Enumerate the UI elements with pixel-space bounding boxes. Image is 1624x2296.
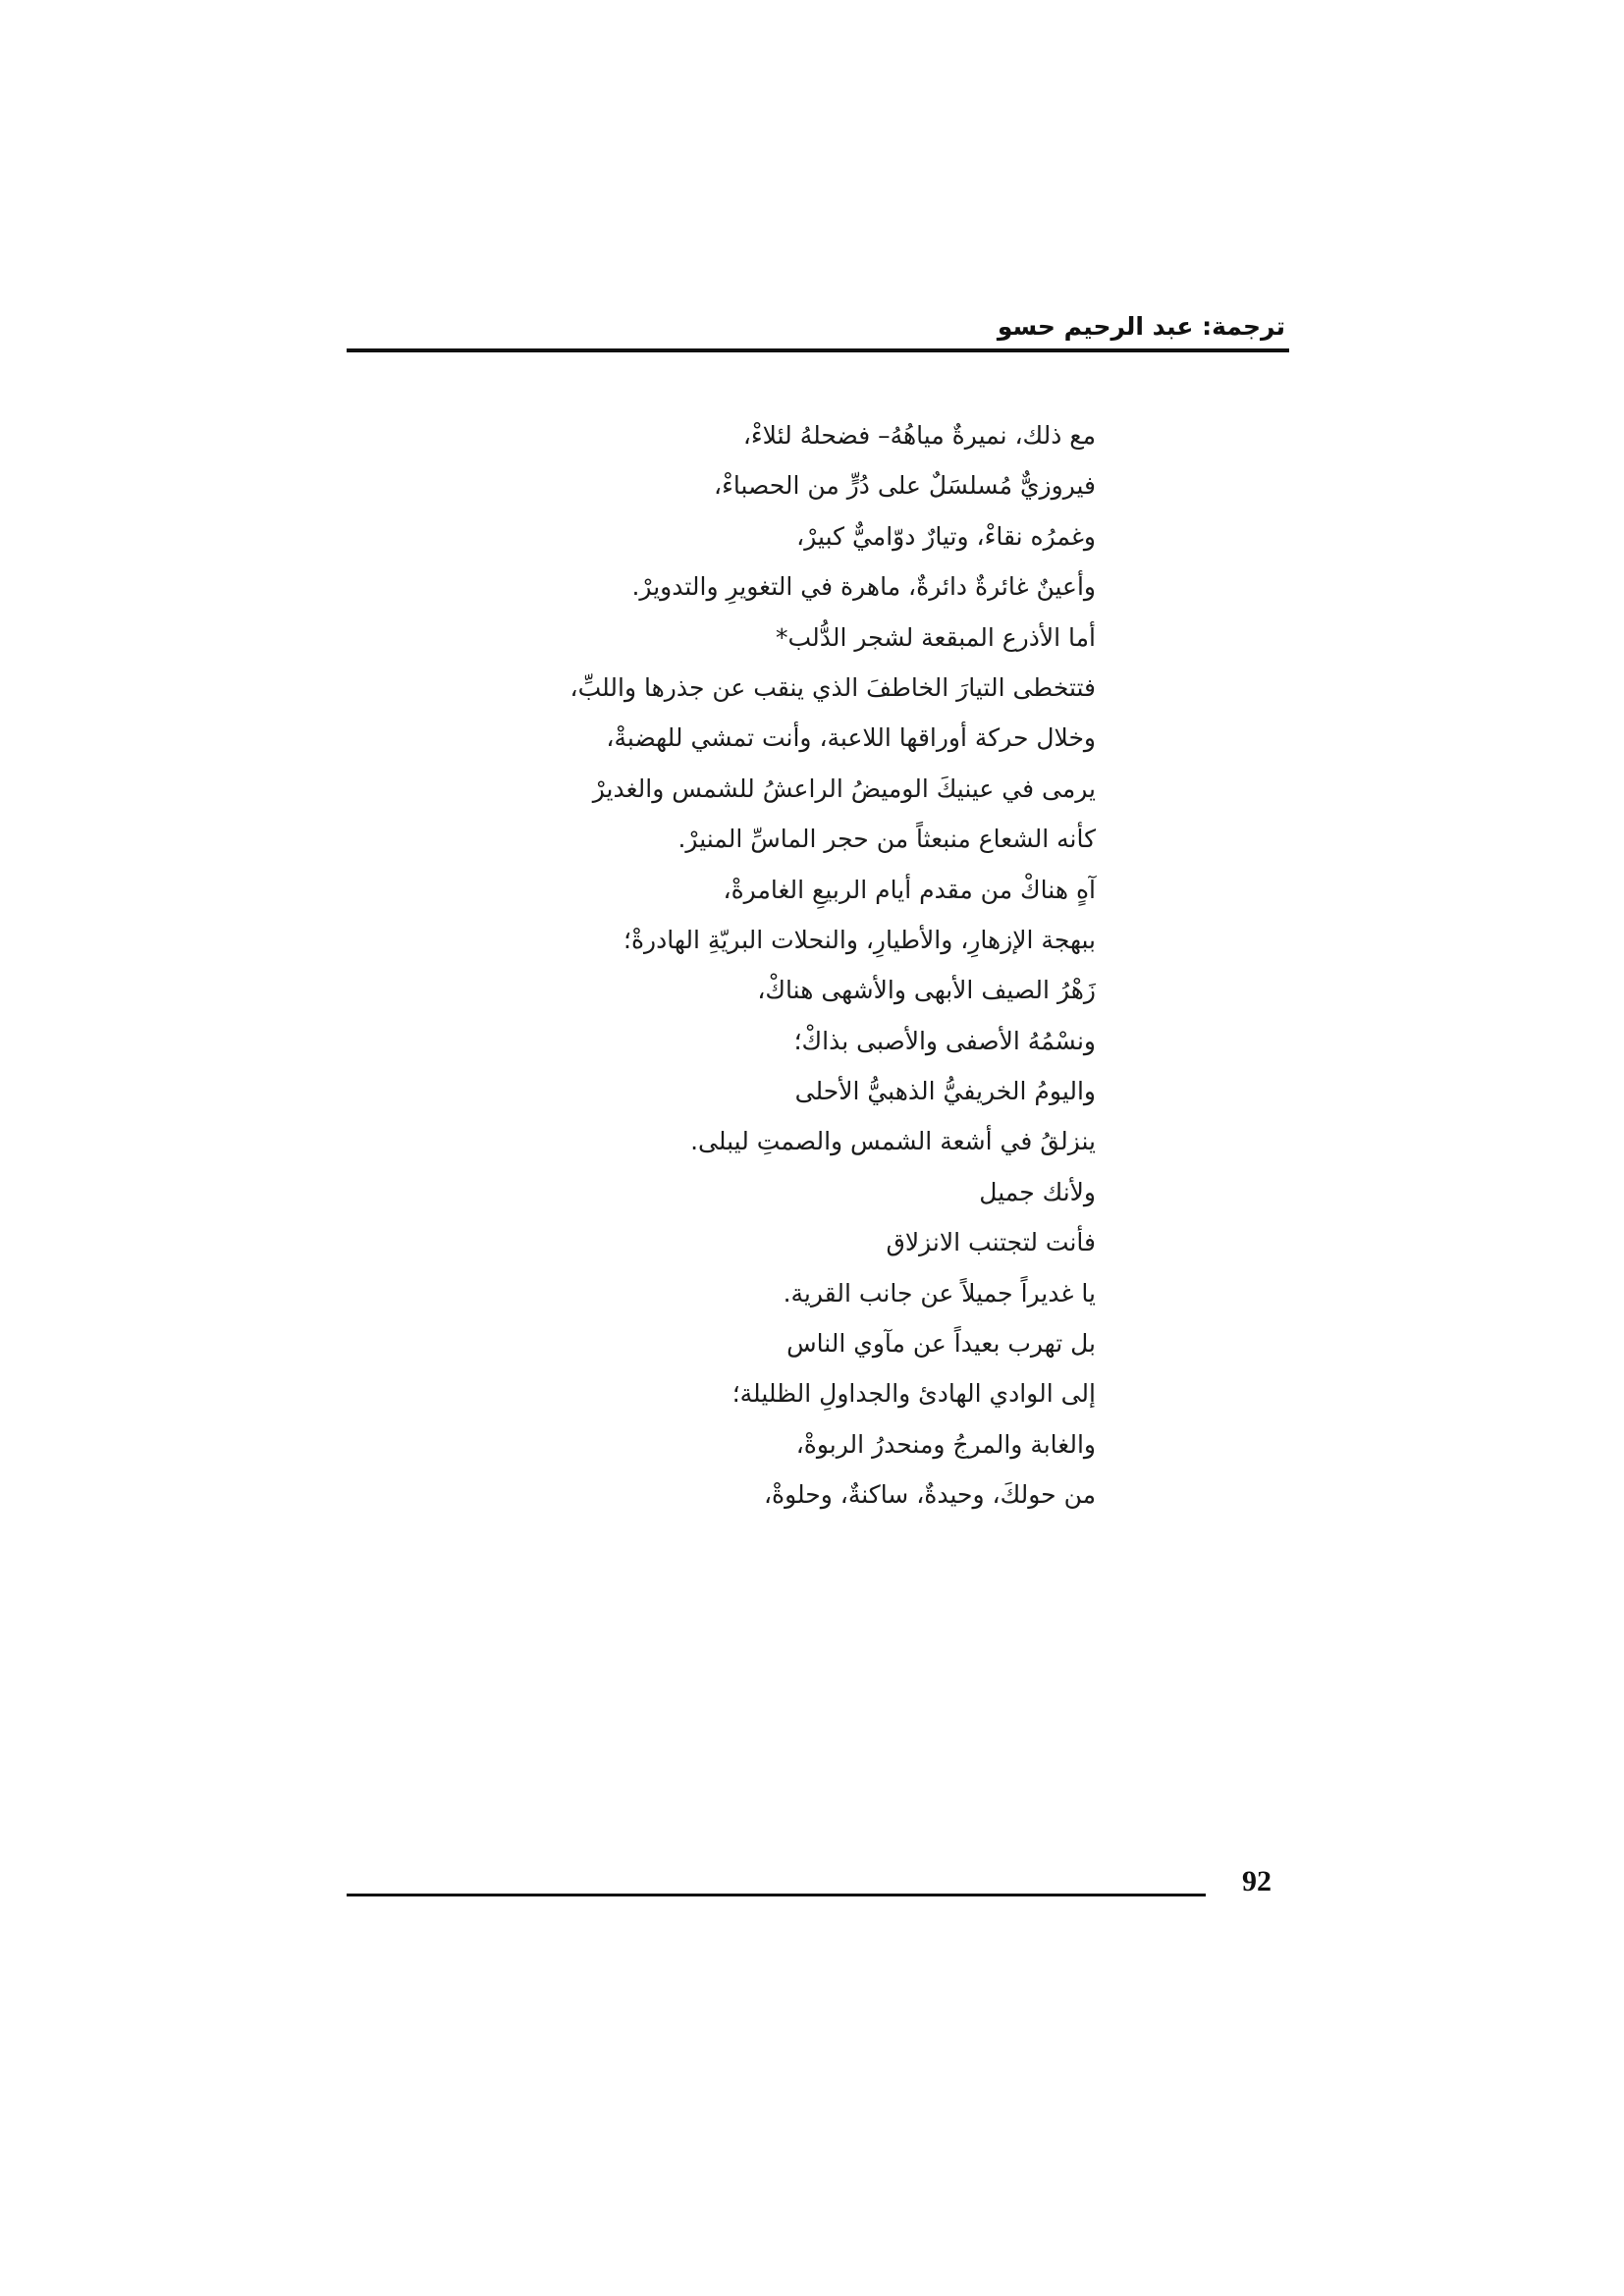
poem-line: مع ذلك، نميرةٌ مياهُهُ– فضحلهُ لئلاءْ، [742, 421, 1096, 450]
poem-line: يرمى في عينيكَ الوميضُ الراعشُ للشمس والغديرْ [592, 774, 1096, 803]
poem-line: آهٍ هناكْ من مقدم أيام الربيعِ الغامرةْ، [723, 875, 1096, 904]
poem-line: من حولكَ، وحيدةٌ، ساكنةٌ، وحلوةْ، [763, 1480, 1096, 1510]
poem-line: ولأنك جميل [979, 1177, 1096, 1206]
poem-line: كأنه الشعاع منبعثاً من حجر الماسِّ المنيرْ. [677, 825, 1096, 854]
poem-body [448, 410, 1096, 1521]
poem-line: ينزلقُ في أشعة الشمس والصمتِ ليبلى. [690, 1127, 1096, 1156]
header-divider [347, 348, 1289, 352]
running-header: ترجمة: عبد الرحيم حسو [997, 312, 1285, 341]
poem-line: إلى الوادي الهادئ والجداولِ الظليلة؛ [731, 1379, 1096, 1409]
poem-line: فأنت لتجتنب الانزلاق [886, 1228, 1096, 1257]
poem-line: أما الأذرع المبقعة لشجر الدُّلب* [776, 622, 1096, 652]
poem-line: وخلال حركة أوراقها اللاعبة، وأنت تمشي للهضبةْ، [606, 723, 1096, 753]
poem-line: وأعينٌ غائرةٌ دائرةٌ، ماهرة في التغويرِ والتدويرْ. [631, 572, 1096, 602]
poem-line: بل تهرب بعيداً عن مآوي الناس [786, 1329, 1096, 1359]
page-number: 92 [1242, 1865, 1272, 1897]
poem-line: واليومُ الخريفيُّ الذهبيُّ الأحلى [794, 1077, 1096, 1106]
poem-line: فيروزيٌّ مُسلسَلٌ على دُرٍّ من الحصباءْ، [714, 471, 1096, 501]
footer-divider [347, 1894, 1206, 1896]
poem-line: يا غديراً جميلاً عن جانب القرية. [783, 1278, 1096, 1308]
poem-line: ونسْمُهُ الأصفى والأصبى بذاكْ؛ [793, 1026, 1096, 1055]
poem-line: زَهْرُ الصيف الأبهى والأشهى هناكْ، [757, 976, 1096, 1005]
poem-line: ببهجة الإزهارِ، والأطيارِ، والنحلات البريّةِ الهادرةْ؛ [623, 925, 1096, 954]
poem-line: وغمرُه نقاءْ، وتيارٌ دوّاميٌّ كبيرْ، [796, 521, 1096, 551]
poem-line: والغابة والمرجُ ومنحدرُ الربوةْ، [795, 1429, 1096, 1459]
poem-line: فتتخطى التيارَ الخاطفَ الذي ينقب عن جذرها واللبِّ، [569, 672, 1096, 702]
